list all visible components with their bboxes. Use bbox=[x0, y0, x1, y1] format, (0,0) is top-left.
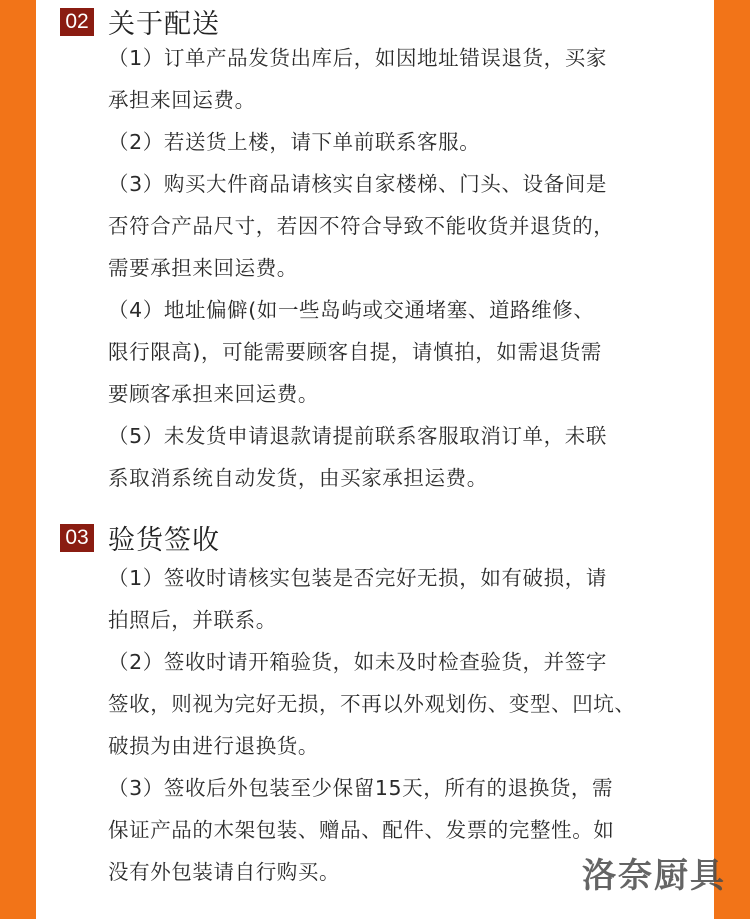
text-line: （2）若送货上楼，请下单前联系客服。 bbox=[108, 130, 481, 154]
text-line: （4）地址偏僻(如一些岛屿或交通堵塞、道路维修、 bbox=[108, 298, 595, 322]
text-line: （3）签收后外包装至少保留15天，所有的退换货，需 bbox=[108, 776, 614, 800]
text-line: 承担来回运费。 bbox=[108, 88, 256, 112]
text-line: 系取消系统自动发货，由买家承担运费。 bbox=[108, 466, 488, 490]
text-line: 破损为由进行退换货。 bbox=[108, 734, 319, 758]
text-line: 限行限高)，可能需要顾客自提，请慎拍，如需退货需 bbox=[108, 340, 602, 364]
text-line: （2）签收时请开箱验货，如未及时检查验货，并签字 bbox=[108, 650, 607, 674]
text-line: （5）未发货申请退款请提前联系客服取消订单，未联 bbox=[108, 424, 607, 448]
section-title: 验货签收 bbox=[108, 525, 220, 556]
text-line: （3）购买大件商品请核实自家楼梯、门头、设备间是 bbox=[108, 172, 607, 196]
section-header-inspection bbox=[60, 518, 220, 557]
text-line: 要顾客承担来回运费。 bbox=[108, 382, 319, 406]
text-line: 否符合产品尺寸，若因不符合导致不能收货并退货的， bbox=[108, 214, 615, 238]
text-line: 拍照后，并联系。 bbox=[108, 608, 277, 632]
text-line: 没有外包装请自行购买。 bbox=[108, 860, 341, 884]
section-header-delivery bbox=[60, 2, 220, 41]
text-line: 需要承担来回运费。 bbox=[108, 256, 298, 280]
text-line: 签收，则视为完好无损，不再以外观划伤、变型、凹坑、 bbox=[108, 692, 636, 716]
text-line: （1）签收时请核实包装是否完好无损，如有破损，请 bbox=[108, 566, 607, 590]
content-card bbox=[36, 0, 714, 919]
inspection-policy-text bbox=[108, 557, 708, 893]
brand-watermark: 洛奈厨具 bbox=[582, 856, 726, 896]
section-number-badge: 02 bbox=[60, 8, 94, 36]
section-number-badge: 03 bbox=[60, 524, 94, 552]
text-line: （1）订单产品发货出库后，如因地址错误退货，买家 bbox=[108, 46, 607, 70]
delivery-policy-text bbox=[108, 37, 708, 499]
text-line: 保证产品的木架包装、赠品、配件、发票的完整性。如 bbox=[108, 818, 615, 842]
section-title: 关于配送 bbox=[108, 9, 220, 40]
